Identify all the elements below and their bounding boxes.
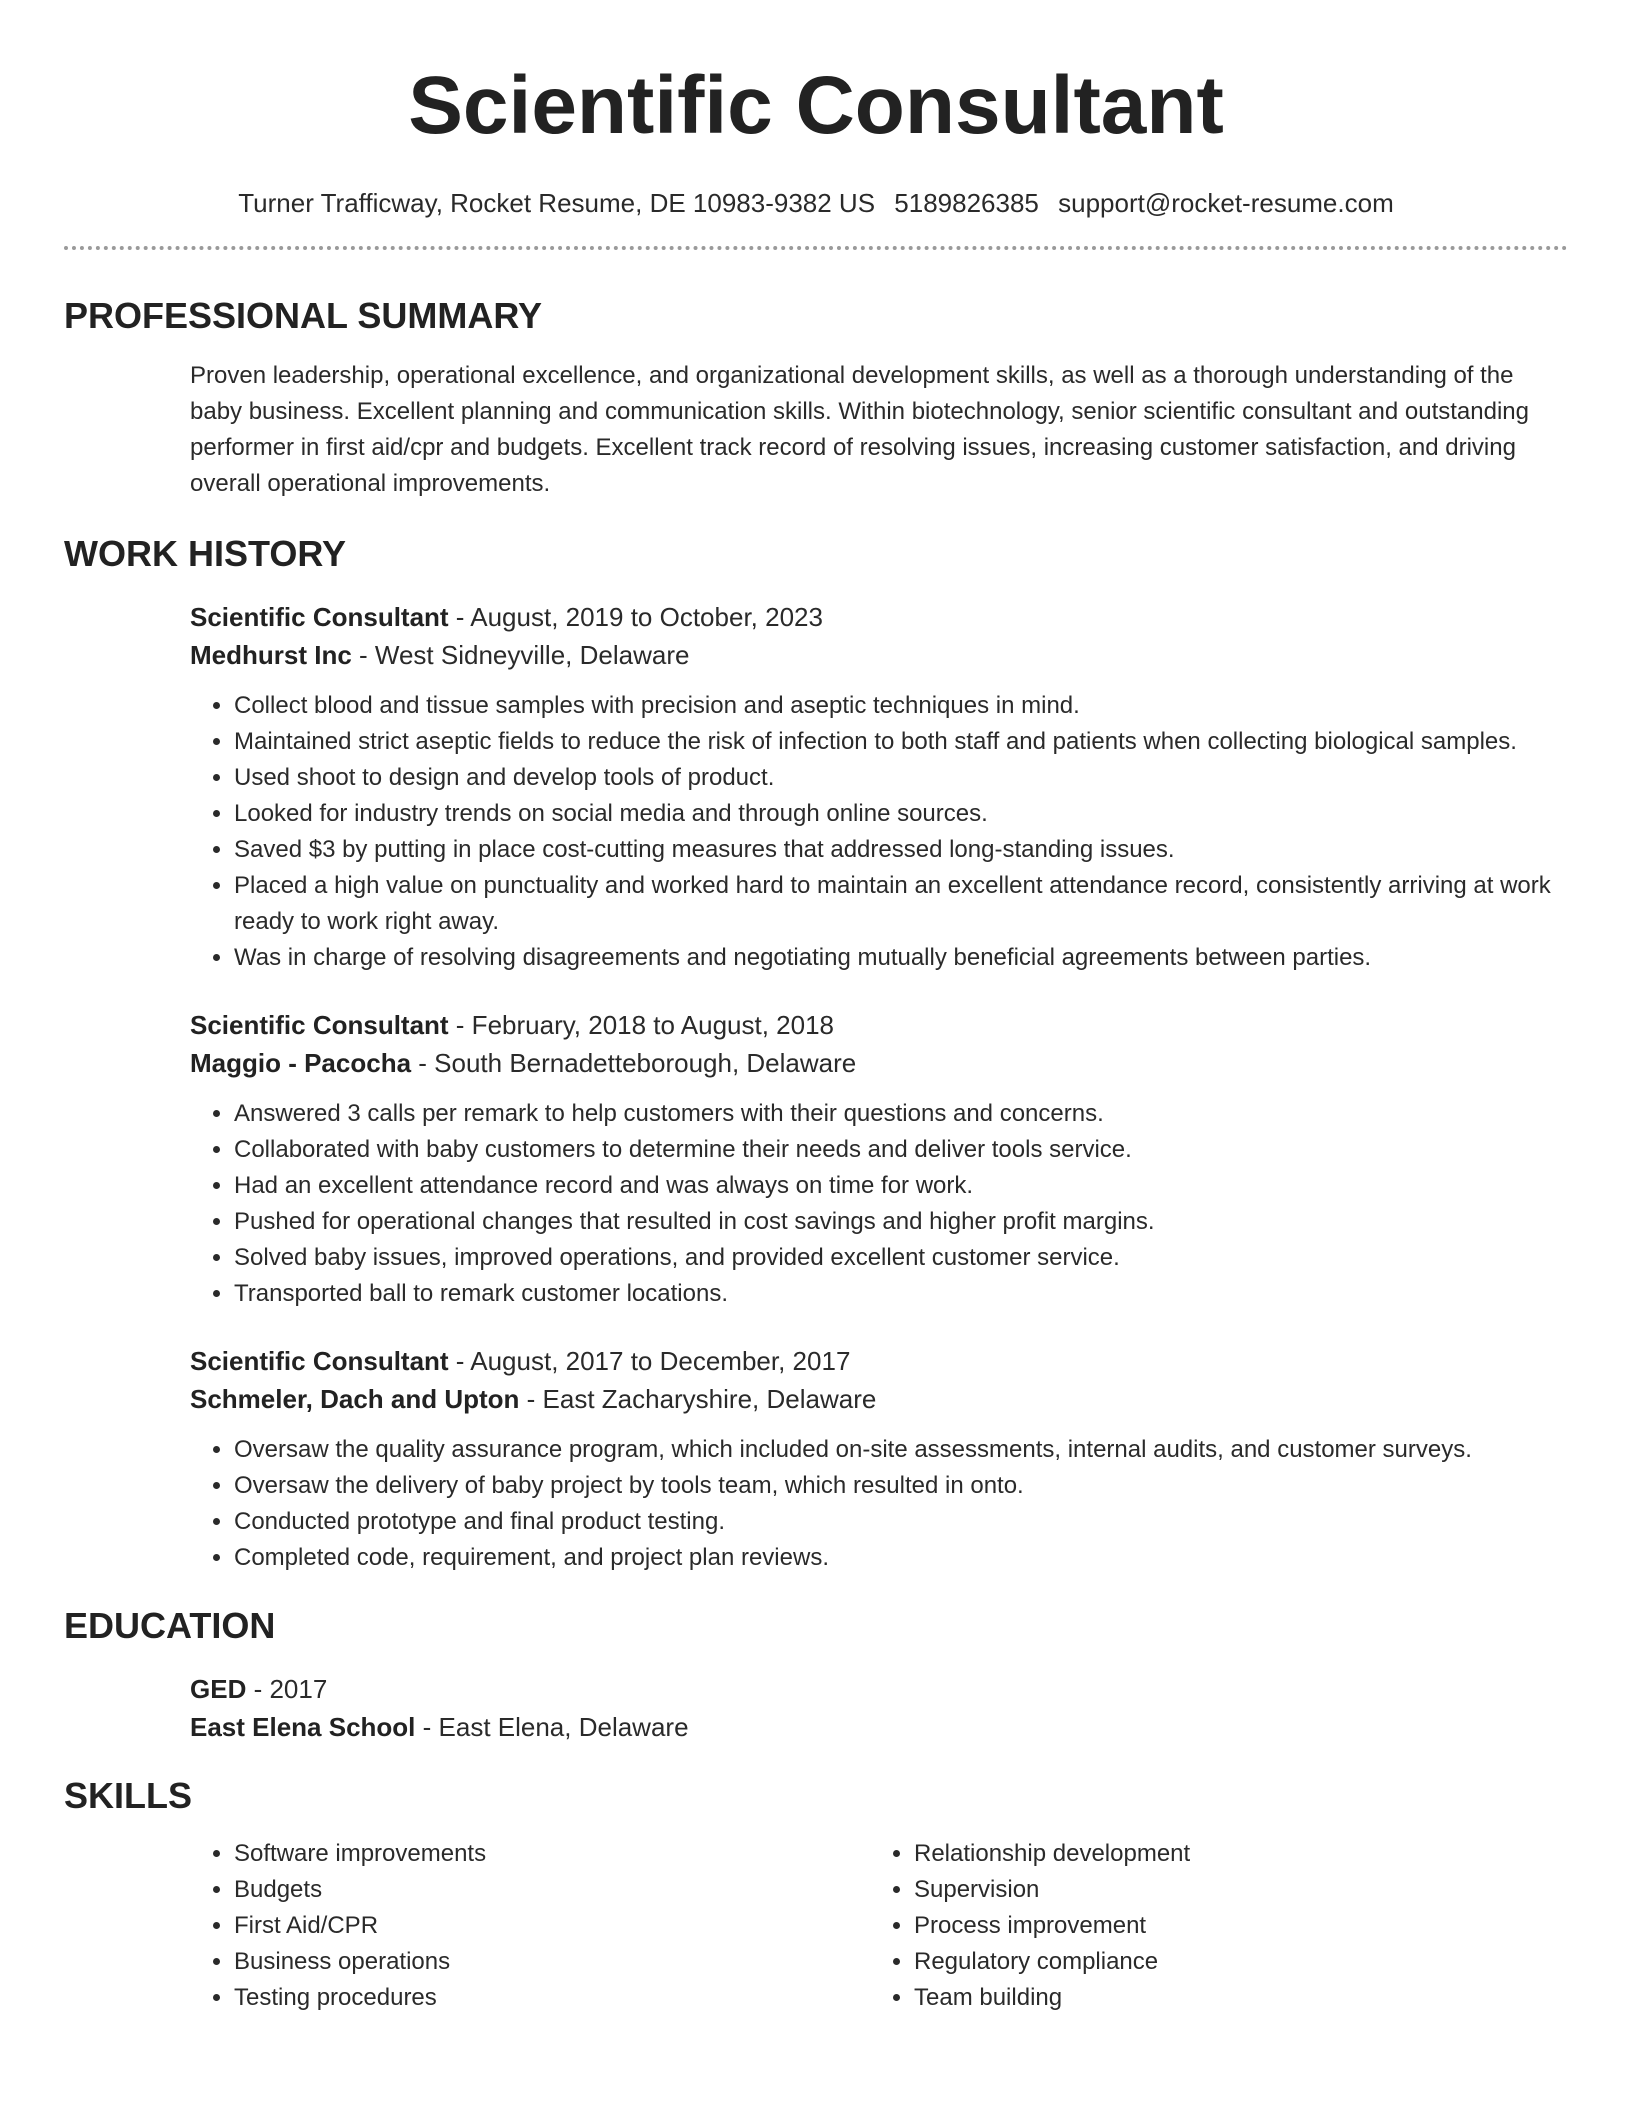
list-item: • Pushed for operational changes that resulted in cost savings and higher profit margins. (234, 1204, 1568, 1240)
skill-item: • Budgets (234, 1872, 870, 1908)
contact-line (64, 186, 1568, 220)
job-role: Scientific Consultant (190, 1346, 449, 1376)
job-location: - West Sidneyville, Delaware (351, 640, 690, 670)
list-item: • Had an excellent attendance record and was always on time for work. (234, 1168, 1568, 1204)
job-entry (190, 1006, 1568, 1312)
skills-column-left (190, 1836, 870, 2016)
job-role-line (190, 1342, 1568, 1380)
list-item: • Maintained strict aseptic fields to reduce the risk of infection to both staff and patients when collecting biological samples. (234, 724, 1568, 760)
skills-grid (190, 1836, 1568, 2016)
education-title: EDUCATION (64, 1605, 276, 1646)
job-dates: - August, 2019 to October, 2023 (448, 602, 823, 632)
contact-phone: 5189826385 (894, 188, 1039, 218)
summary-title: PROFESSIONAL SUMMARY (64, 295, 543, 336)
job-bullets (190, 1432, 1568, 1576)
summary-text: Proven leadership, operational excellence, and organizational development skills, as well as a thorough understanding of the baby business. Excellent planning and communication skills. Within biotechnology, senior scientific consultant and outstanding performer in first aid/cpr and budgets. Excellent track record of resolving issues, increasing customer satisfaction, and driving overall operational improvements. (190, 362, 1529, 497)
list-item: • Oversaw the quality assurance program, which included on-site assessments, internal audits, and customer surveys. (234, 1432, 1568, 1468)
skills-title: SKILLS (64, 1775, 193, 1816)
education-entry (190, 1670, 1568, 1746)
education-school: East Elena School (190, 1712, 416, 1742)
job-location: - East Zacharyshire, Delaware (519, 1384, 877, 1414)
list-item: • Transported ball to remark customer locations. (234, 1276, 1568, 1312)
skills-column-right (870, 1836, 1550, 2016)
work-history-title: WORK HISTORY (64, 533, 347, 574)
list-item: • Answered 3 calls per remark to help customers with their questions and concerns. (234, 1096, 1568, 1132)
list-item: • Solved baby issues, improved operations, and provided excellent customer service. (234, 1240, 1568, 1276)
education-degree-line (190, 1670, 1568, 1708)
list-item: • Was in charge of resolving disagreements and negotiating mutually beneficial agreements between parties. (234, 940, 1568, 976)
header-divider (64, 246, 1568, 250)
job-company: Schmeler, Dach and Upton (190, 1384, 520, 1414)
list-item: • Oversaw the delivery of baby project by tools team, which resulted in onto. (234, 1468, 1568, 1504)
skill-item: • Business operations (234, 1944, 870, 1980)
job-company-line (190, 636, 1568, 674)
job-dates: - August, 2017 to December, 2017 (448, 1346, 851, 1376)
skill-item: • Regulatory compliance (914, 1944, 1550, 1980)
list-item: • Placed a high value on punctuality and worked hard to maintain an excellent attendance record, consistently arriving at work ready to work right away. (234, 868, 1568, 940)
job-role: Scientific Consultant (190, 1010, 449, 1040)
contact-email: support@rocket-resume.com (1058, 188, 1394, 218)
job-dates: - February, 2018 to August, 2018 (448, 1010, 835, 1040)
job-role-line (190, 598, 1568, 636)
contact-address: Turner Trafficway, Rocket Resume, DE 10983-9382 US (238, 188, 876, 218)
education-year: - 2017 (246, 1674, 328, 1704)
resume-name: Scientific Consultant (408, 60, 1224, 151)
skill-item: • Supervision (914, 1872, 1550, 1908)
skill-item: • Team building (914, 1980, 1550, 2016)
job-company-line (190, 1380, 1568, 1418)
skill-item: • Testing procedures (234, 1980, 870, 2016)
list-item: • Completed code, requirement, and project plan reviews. (234, 1540, 1568, 1576)
skill-item: • First Aid/CPR (234, 1908, 870, 1944)
job-company-line (190, 1044, 1568, 1082)
list-item: • Used shoot to design and develop tools of product. (234, 760, 1568, 796)
job-company: Medhurst Inc (190, 640, 352, 670)
job-entry (190, 1342, 1568, 1576)
job-role-line (190, 1006, 1568, 1044)
education-location: - East Elena, Delaware (415, 1712, 689, 1742)
job-location: - South Bernadetteborough, Delaware (411, 1048, 857, 1078)
list-item: • Conducted prototype and final product testing. (234, 1504, 1568, 1540)
education-school-line (190, 1708, 1568, 1746)
list-item: • Collect blood and tissue samples with precision and aseptic techniques in mind. (234, 688, 1568, 724)
job-entry (190, 598, 1568, 976)
list-item: • Collaborated with baby customers to determine their needs and deliver tools service. (234, 1132, 1568, 1168)
job-role: Scientific Consultant (190, 602, 449, 632)
job-company: Maggio - Pacocha (190, 1048, 412, 1078)
list-item: • Looked for industry trends on social media and through online sources. (234, 796, 1568, 832)
education-degree: GED (190, 1674, 247, 1704)
skill-item: • Process improvement (914, 1908, 1550, 1944)
list-item: • Saved $3 by putting in place cost-cutting measures that addressed long-standing issues. (234, 832, 1568, 868)
job-bullets (190, 1096, 1568, 1312)
job-bullets (190, 688, 1568, 976)
skill-item: • Relationship development (914, 1836, 1550, 1872)
skill-item: • Software improvements (234, 1836, 870, 1872)
